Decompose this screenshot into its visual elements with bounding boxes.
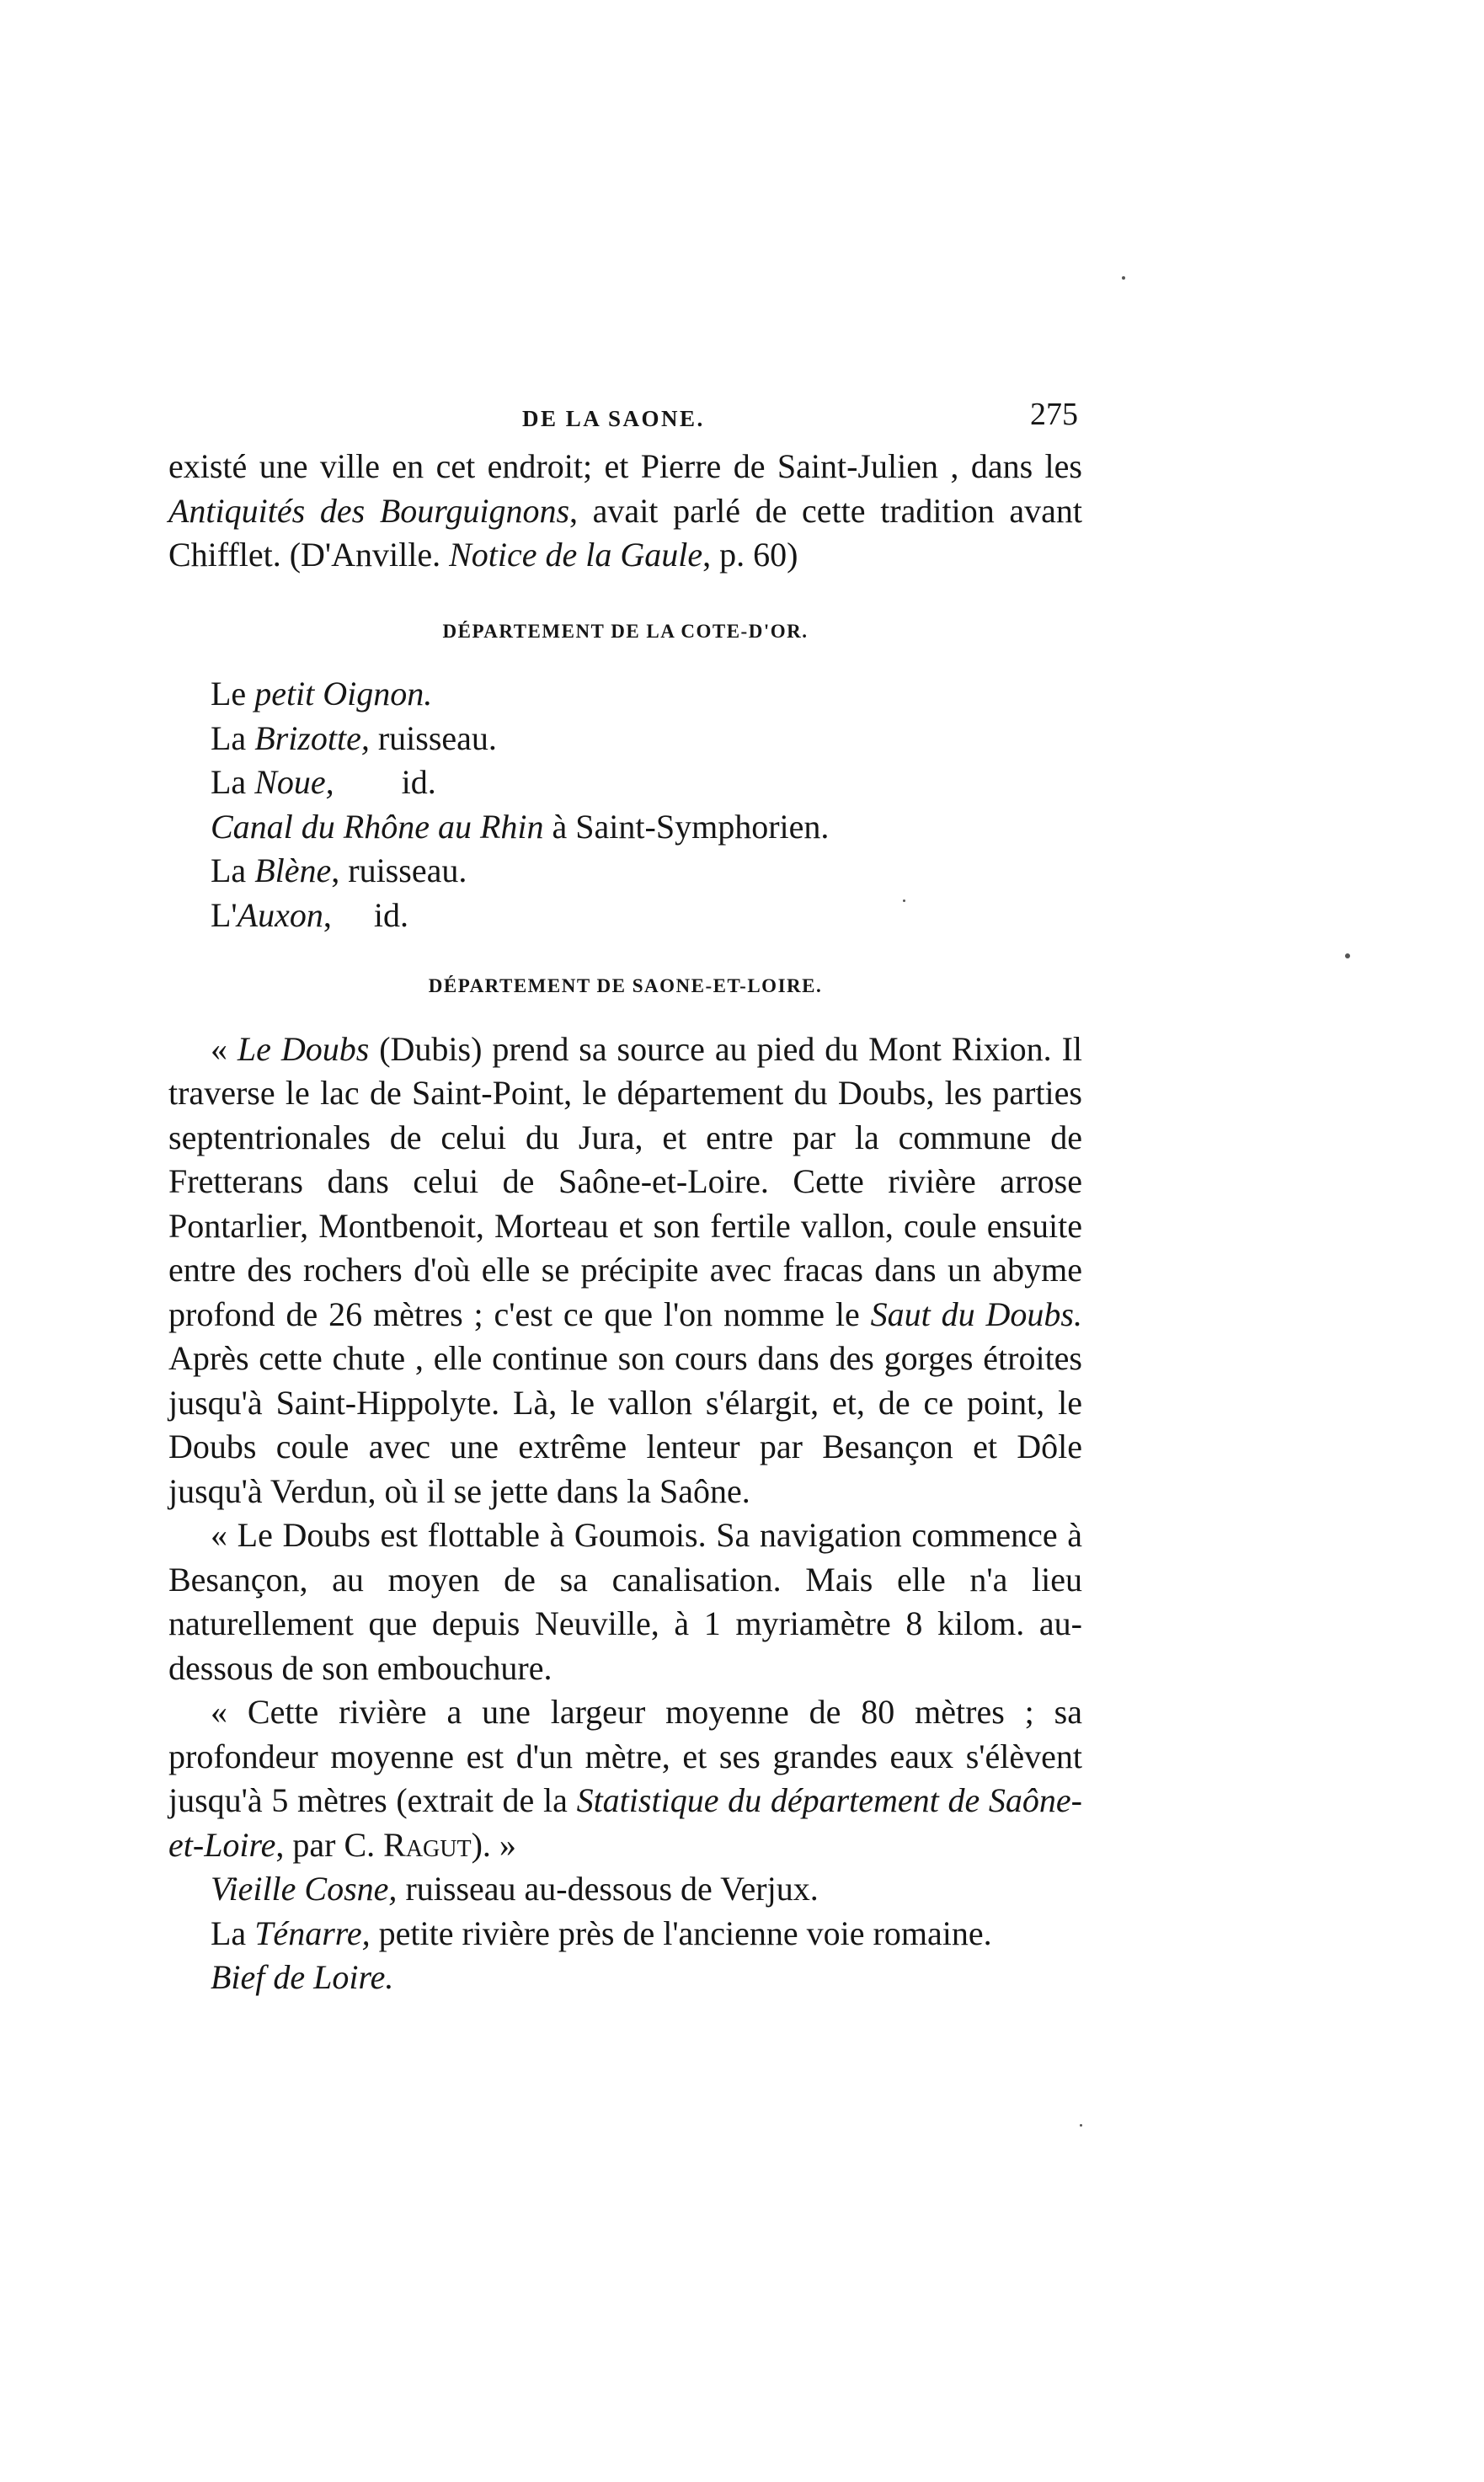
doubs-paragraph-1 (168, 1027, 1082, 1514)
list-item-prefix: La (211, 718, 255, 757)
paragraph-text: , par C. (275, 1825, 384, 1864)
paragraph-italic-saut-du-doubs: Saut du Doubs. (870, 1294, 1083, 1333)
intro-paragraph (168, 445, 1082, 578)
paragraph-text: Après cette chute , elle continue son cours dans des gorges étroites jusqu'à Saint-Hippolyte. Là, le vallon s'élargit, et, de ce point, le Doubs coule avec une extrême lenteur par Besançon et Dôle jusqu'à Verdun, où il se jette dans la Saône. (168, 1339, 1082, 1510)
saone-et-loire-list (168, 1867, 1082, 2000)
list-item-suffix: petite rivière près de l'ancienne voie romaine. (370, 1914, 992, 1952)
list-item (168, 717, 1082, 761)
list-item-name: Noue, (254, 763, 334, 801)
paragraph-italic-le-doubs: Le Doubs (237, 1029, 370, 1068)
list-item-prefix: La (211, 763, 255, 801)
list-item-suffix: id. (334, 763, 436, 801)
list-item (168, 1956, 1082, 2000)
scan-speck (1345, 953, 1350, 958)
intro-title-antiquites: Antiquités des Bourguignons (168, 491, 570, 530)
page-header (168, 392, 1086, 443)
cote-dor-list (168, 672, 1082, 937)
intro-text-3: , p. 60) (702, 536, 798, 574)
list-item (168, 849, 1082, 894)
list-item-name: Blène (254, 851, 332, 889)
list-item (168, 1912, 1082, 1956)
list-item-suffix: ruisseau. (369, 718, 497, 757)
running-title: DE LA SAONE. (522, 406, 705, 431)
list-item (168, 894, 1082, 938)
scan-speck (1122, 276, 1125, 280)
page-number: 275 (1030, 397, 1078, 432)
author-name: Ragut (383, 1825, 472, 1864)
paragraph-text: « Cette rivière a une largeur moyenne de 80 mètres ; sa profondeur moyenne est d'un mètre, et ses grandes eaux s'élèvent jusqu'à 5 mètres (extrait de la (168, 1693, 1082, 1819)
list-item-suffix: à Saint-Symphorien. (543, 807, 830, 846)
paragraph-text: « (211, 1029, 238, 1068)
list-item-suffix: , id. (323, 895, 408, 934)
list-item-name: petit Oignon. (254, 675, 433, 713)
list-item-prefix: L' (211, 895, 238, 934)
intro-text-1: existé une ville en cet endroit; et Pierre de Saint-Julien , dans les (168, 447, 1082, 485)
list-item (168, 672, 1082, 717)
scan-speck (903, 899, 905, 902)
list-item (168, 761, 1082, 805)
list-item (168, 1867, 1082, 1912)
list-item-prefix: La (211, 851, 255, 889)
list-item-suffix: , ruisseau. (331, 851, 467, 889)
list-item-name: Ténarre, (254, 1914, 371, 1952)
list-item (168, 805, 1082, 850)
section-heading-cote-dor: DÉPARTEMENT DE LA COTE-D'OR. (442, 620, 809, 642)
list-item-name: Brizotte, (254, 718, 370, 757)
paragraph-text: ). » (471, 1825, 516, 1864)
paragraph-italic-statistique: Statistique du département de Saône-et-Loire (168, 1781, 1083, 1864)
list-item-name: Vieille Cosne, (211, 1870, 398, 1908)
list-item-name: Bief de Loire. (211, 1958, 394, 1996)
list-item-prefix: La (211, 1914, 255, 1952)
doubs-paragraph-3 (168, 1690, 1082, 1867)
intro-title-notice: Notice de la Gaule (449, 536, 703, 574)
list-item-name: Auxon (237, 895, 323, 934)
list-item-prefix: Le (211, 675, 255, 713)
page-body (168, 445, 1082, 2000)
doubs-paragraph-2: « Le Doubs est flottable à Goumois. Sa navigation commence à Besançon, au moyen de sa canalisation. Mais elle n'a lieu naturellement que depuis Neuville, à 1 myriamètre 8 kilom. au-dessous de son embouchure. (168, 1516, 1082, 1687)
scan-speck (1080, 2124, 1082, 2127)
intro-text-2: , avait parlé de cette tradition avant Chifflet. (D'Anville. (168, 491, 1082, 574)
section-heading-saone-et-loire: DÉPARTEMENT DE SAONE-ET-LOIRE. (428, 975, 823, 996)
list-item-suffix: ruisseau au-dessous de Verjux. (397, 1870, 819, 1908)
list-item-name: Canal du Rhône au Rhin (211, 807, 544, 846)
paragraph-text: (Dubis) prend sa source au pied du Mont Rixion. Il traverse le lac de Saint-Point, le département du Doubs, les parties septentrionales de celui du Jura, et entre par la commune de Fretterans dans celui de Saône-et-Loire. Cette rivière arrose Pontarlier, Montbenoit, Morteau et son fertile vallon, coule ensuite entre des rochers d'où elle se précipite avec fracas dans un abyme profond de 26 mètres ; c'est ce que l'on nomme le (168, 1029, 1083, 1333)
